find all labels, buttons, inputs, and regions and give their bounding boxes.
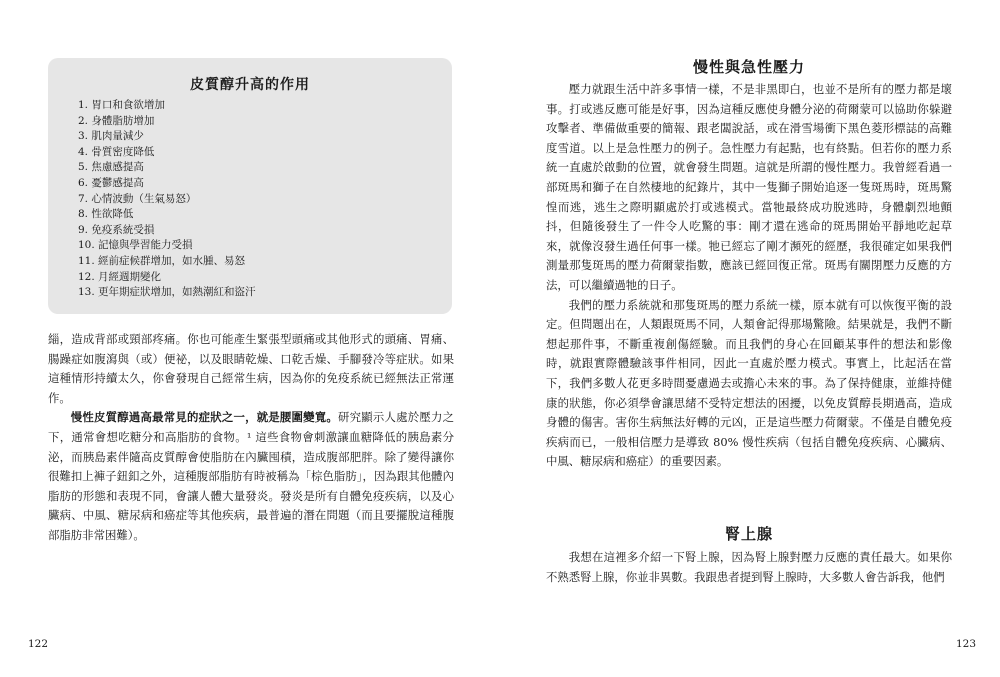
page-number: 123 bbox=[956, 638, 977, 650]
paragraph: 我想在這裡多介紹一下腎上腺，因為腎上腺對壓力反應的責任最大。如果你不熟悉腎上腺，你並非異數。我跟患者提到腎上腺時，大多數人會告訴我，他們 bbox=[546, 550, 952, 584]
section-body bbox=[546, 548, 952, 587]
list-item: 9. 免疫系統受損 bbox=[78, 223, 155, 236]
list-item: 4. 骨質密度降低 bbox=[78, 145, 155, 158]
paragraph: 壓力就跟生活中許多事情一樣，不是非黑即白，也並不是所有的壓力都是壞事。打或逃反應可能是好事，因為這種反應使身體分泌的荷爾蒙可以協助你躲避攻擊者、準備做重要的簡報、跟老闆說話，或在滑雪場衝下黑色菱形標誌的高難度雪道。以上是急性壓力的例子。急性壓力有起點，也有終點。但若你的壓力系統一直處於啟動的位置，就會發生問題。這就是所謂的慢性壓力。我曾經看過一部斑馬和獅子在自然棲地的紀錄片，其中一隻獅子開始追逐一隻斑馬時，斑馬驚惶而逃，逃生之際明顯處於打或逃模式。當牠最終成功脫逃時，身體劇烈地顫抖，但隨後發生了一件令人吃驚的事：剛才還在逃命的斑馬開始平靜地吃起草來，就像沒發生過任何事一樣。牠已經忘了剛才瀕死的經歷，我很確定如果我們測量那隻斑馬的壓力荷爾蒙指數，應該已經回復正常。斑馬有關閉壓力反應的方法，可以繼續過牠的日子。 bbox=[546, 82, 952, 292]
right-page bbox=[500, 0, 1000, 677]
page-number: 122 bbox=[28, 638, 49, 650]
paragraph: 我們的壓力系統就和那隻斑馬的壓力系統一樣，原本就有可以恢復平衡的設定。但問題出在，人類跟斑馬不同，人類會記得那場驚險。結果就是，我們不斷想起那件事，不斷重複創傷經驗。而且我們的身心在回顧某事件的想法和影像時，就跟實際體驗該事件相同，因此一直處於壓力模式。事實上，比起活在當下，我們多數人花更多時間憂慮過去或擔心未來的事。為了保持健康，並維持健康的狀態，你必須學會讓思緒不受特定想法的困擾，以免皮質醇長期過高，造成身體的傷害。害你生病無法好轉的元凶，正是這些壓力荷爾蒙。不僅是自體免疫疾病而已，一般相信壓力是導致 80% 慢性疾病（包括自體免疫疾病、心臟病、中風、糖尿病和癌症）的重要因素。 bbox=[546, 297, 952, 469]
list-item: 3. 肌肉量減少 bbox=[78, 130, 144, 143]
list-item: 1. 胃口和食欲增加 bbox=[78, 99, 165, 111]
bold-lead-sentence: 慢性皮質醇過高最常見的症狀之一，就是腰圍變寬。 bbox=[70, 410, 339, 425]
section-heading: 腎上腺 bbox=[724, 525, 773, 543]
list-item: 13. 更年期症狀增加，如熱潮紅和盜汗 bbox=[78, 286, 256, 299]
list-item: 12. 月經週期變化 bbox=[78, 270, 162, 283]
left-body-text bbox=[48, 330, 454, 546]
list-item: 10. 記憶與學習能力受損 bbox=[78, 239, 193, 252]
list-item: 8. 性欲降低 bbox=[78, 208, 134, 221]
section-body bbox=[546, 80, 952, 472]
list-item: 7. 心情波動（生氣易怒） bbox=[78, 192, 197, 205]
paragraph-rest: 研究顯示人處於壓力之下，通常會想吃糖分和高脂肪的食物。¹ 這些食物會刺激讓血糖降低的胰島素分泌，而胰島素伴隨高皮質醇會使脂肪在內臟囤積，造成腹部肥胖。除了變得讓你很難扣上褲子鈕釦之外，這種腹部脂肪有時被稱為「棕色脂肪」，因為跟其他體內脂肪的形態和表現不同，會讓人體大量發炎。發炎是所有自體免疫疾病，以及心臟病、中風、糖尿病和癌症等其他疾病，最普遍的潛在問題（而且要擺脫這種腹部脂肪非常困難）。 bbox=[48, 410, 454, 542]
section-heading: 慢性與急性壓力 bbox=[692, 58, 805, 76]
effects-list bbox=[78, 98, 256, 301]
list-item: 11. 經前症候群增加，如水腫、易怒 bbox=[78, 254, 246, 267]
list-item: 2. 身體脂肪增加 bbox=[78, 114, 155, 127]
paragraph: 緇，造成背部或頸部疼痛。你也可能產生緊張型頭痛或其他形式的頭痛、胃痛、腸躁症如腹瀉與（或）便祕，以及眼睛乾燥、口乾舌燥、手腳發冷等症狀。如果這種情形持續太久，你會發現自己經常生病，因為你的免疫系統已經無法正常運作。 bbox=[48, 332, 454, 405]
list-item: 6. 憂鬱感提高 bbox=[78, 176, 144, 189]
list-item: 5. 焦慮感提高 bbox=[78, 161, 144, 174]
box-title: 皮質醇升高的作用 bbox=[190, 77, 310, 93]
paragraph bbox=[48, 408, 454, 545]
cortisol-effects-box bbox=[48, 58, 452, 314]
